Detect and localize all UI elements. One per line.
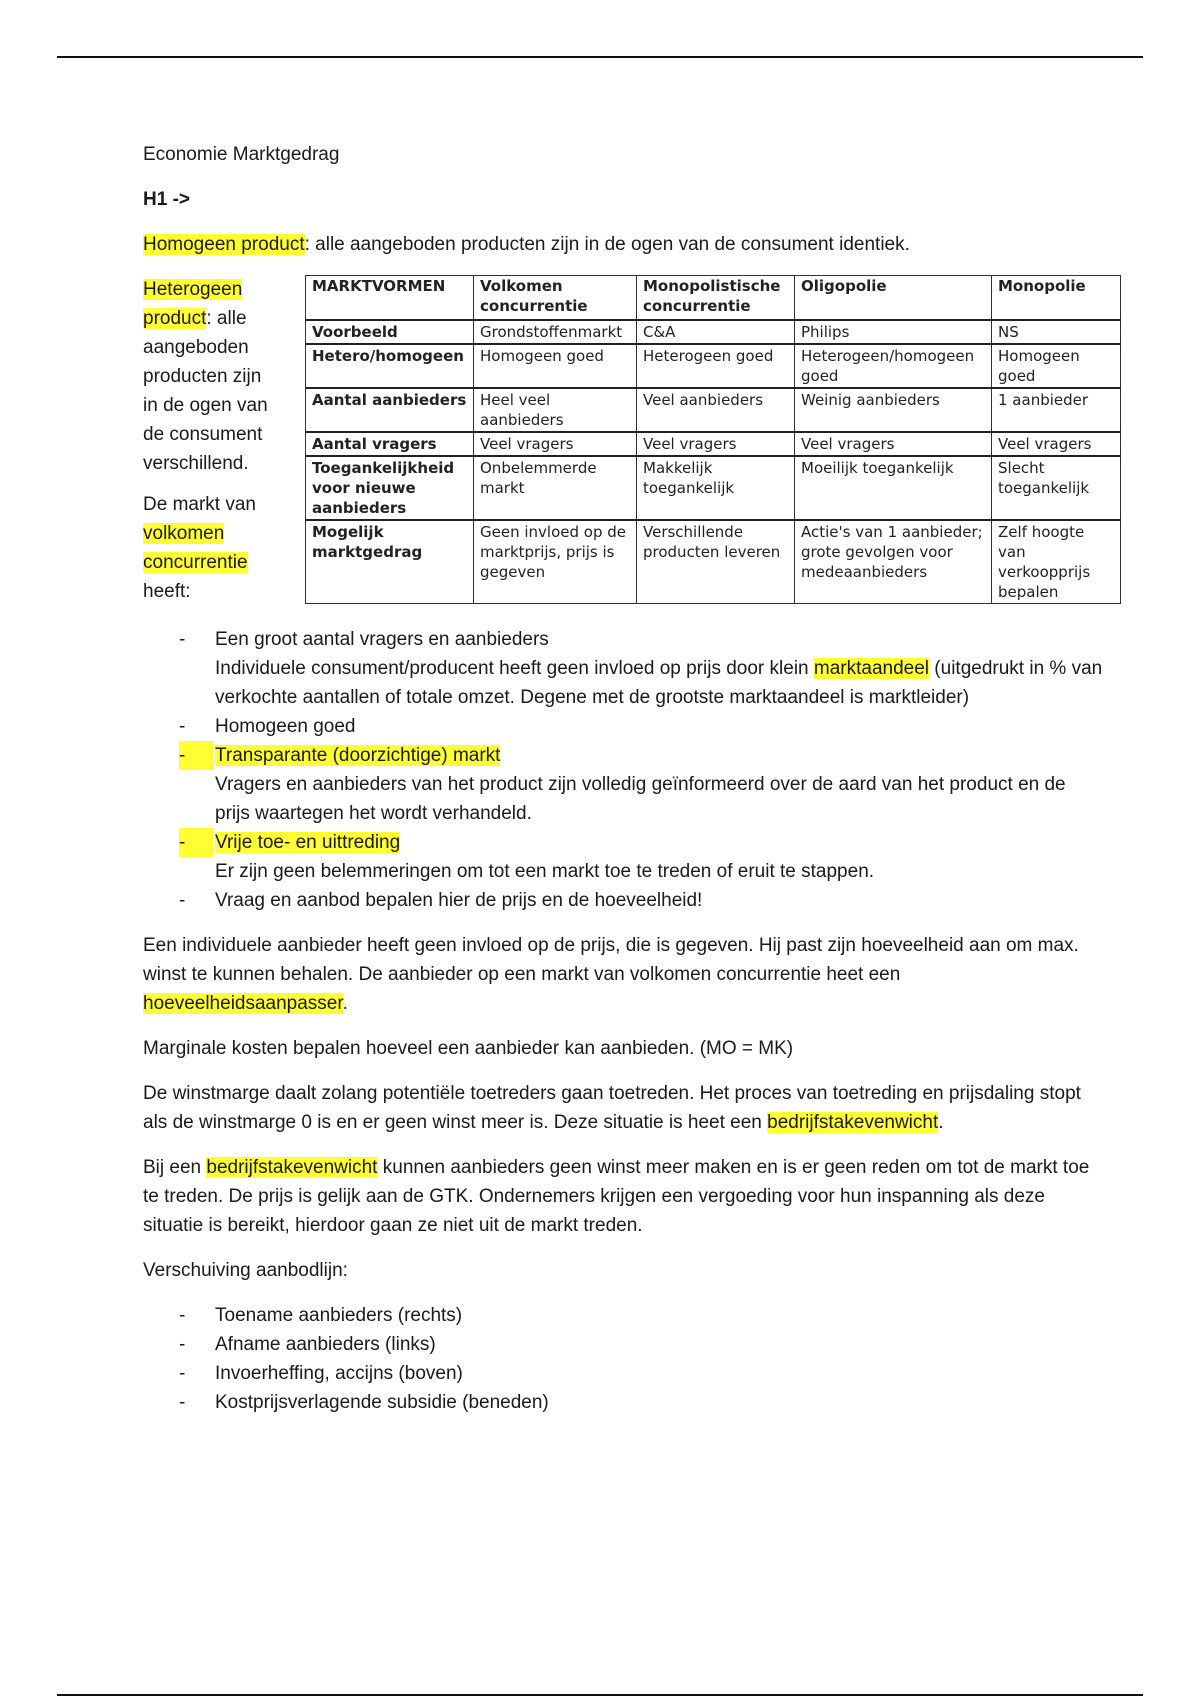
bullet-dash: - [179,1392,186,1413]
markt-intro: De markt van volkomen concurrentie heeft: [143,494,256,602]
table-cell: 1 aanbieder [992,388,1121,432]
highlight-term: volkomen concurrentie [143,523,248,573]
list-item: - Een groot aantal vragers en aanbieders Individuele consument/producent heeft geen invloed op prijs door klein marktaandeel (uitgedrukt in % van verkochte aantallen of totale omzet. Degene met de grootste marktaandeel is marktleider) [143,625,1103,712]
table-section [143,275,1103,615]
table-cell: Onbelemmerde markt [474,456,637,520]
homogeen-definition: Homogeen product: alle aangeboden producten zijn in de ogen van de consument identiek. [143,234,910,255]
table-cell: Veel vragers [992,432,1121,456]
table-header-cell: Volkomen concurrentie [474,276,637,321]
footer-rule [57,1694,1143,1696]
highlight-term: Homogeen product [143,234,305,255]
highlight-term: marktaandeel [813,658,930,679]
table-row [306,388,1121,432]
table-cell: Veel aanbieders [637,388,795,432]
table-cell: Veel vragers [474,432,637,456]
bullet-dash: - [179,629,186,650]
bullet-dash: - [179,1334,186,1355]
document-title: Economie Marktgedrag [143,144,340,165]
table-header-cell: MARKTVORMEN [306,276,474,321]
list-item: - Kostprijsverlagende subsidie (beneden) [143,1388,1103,1417]
list-item: - Afname aanbieders (links) [143,1330,1103,1359]
paragraph-winstmarge: De winstmarge daalt zolang potentiële toetreders gaan toetreden. Het proces van toetreding en prijsdaling stopt als de winstmarge 0 is en er geen winst meer is. Deze situatie is heet een bedrijfstakevenwicht. [143,1083,1081,1133]
list-item: - Homogeen goed [143,712,1103,741]
highlight-term: product [143,308,207,329]
table-cell: Zelf hoogte van verkoopprijs bepalen [992,520,1121,604]
table-row-label: Aantal vragers [306,432,474,456]
side-text [143,275,281,618]
list-item-detail: Individuele consument/producent heeft geen invloed op prijs door klein marktaandeel (uitgedrukt in % van verkochte aantallen of totale omzet. Degene met de grootste marktaandeel is marktleider) [215,658,1103,708]
paragraph-evenwicht: Bij een bedrijfstakevenwicht kunnen aanbieders geen winst meer maken en is er geen reden om tot de markt toe te treden. De prijs is gelijk aan de GTK. Ondernemers krijgen een vergoeding voor hun inspanning als deze situatie is bereikt, hierdoor gaan ze niet uit de markt treden. [143,1157,1090,1236]
kenmerken-list [143,625,1103,915]
table-row [306,456,1121,520]
table-row-label: Voorbeeld [306,320,474,344]
list-item: - Invoerheffing, accijns (boven) [143,1359,1103,1388]
table-header-cell: Monopolistische concurrentie [637,276,795,321]
table-row-label: Toegankelijkheid voor nieuwe aanbieders [306,456,474,520]
highlight-term: hoeveelheidsaanpasser [143,993,343,1014]
table-cell: Heterogeen/homogeen goed [795,344,992,388]
table-row-label: Aantal aanbieders [306,388,474,432]
heterogeen-definition: Heterogeen product: alle aangeboden producten zijn in de ogen van de consument verschillend. [143,279,268,474]
table-header-cell: Monopolie [992,276,1121,321]
verschuiving-title: Verschuiving aanbodlijn: [143,1260,348,1281]
table-cell: Moeilijk toegankelijk [795,456,992,520]
bullet-dash: - [179,716,186,737]
table-cell: Heel veel aanbieders [474,388,637,432]
list-item: - Vraag en aanbod bepalen hier de prijs en de hoeveelheid! [143,886,1103,915]
document-body [143,140,1103,1433]
section-heading: H1 -> [143,189,190,210]
table-cell: Philips [795,320,992,344]
highlight-term: Heterogeen [143,279,243,300]
table-cell: Grondstoffenmarkt [474,320,637,344]
table-cell: Veel vragers [795,432,992,456]
list-item-detail: Vragers en aanbieders van het product zijn volledig geïnformeerd over de aard van het product en de prijs waartegen het wordt verhandeld. [215,774,1066,824]
bullet-dash: - [179,890,186,911]
table-cell: NS [992,320,1121,344]
bullet-dash: - [179,1305,186,1326]
table-row [306,432,1121,456]
verschuiving-list [143,1301,1103,1417]
table-cell: Veel vragers [637,432,795,456]
table-cell: Weinig aanbieders [795,388,992,432]
table-cell: Heterogeen goed [637,344,795,388]
table-cell: Geen invloed op de marktprijs, prijs is gegeven [474,520,637,604]
highlight-term: bedrijfstakevenwicht [767,1112,939,1133]
table-cell: Slecht toegankelijk [992,456,1121,520]
table-row [306,320,1121,344]
table-cell: Homogeen goed [992,344,1121,388]
list-item-detail: Er zijn geen belemmeringen om tot een markt toe te treden of eruit te stappen. [215,861,875,882]
highlight-term: Transparante (doorzichtige) markt [215,745,501,766]
table-row-label: Mogelijk marktgedrag [306,520,474,604]
highlight-term: bedrijfstakevenwicht [206,1157,378,1178]
table-row [306,344,1121,388]
header-rule [57,56,1143,58]
list-item: - Toename aanbieders (rechts) [143,1301,1103,1330]
bullet-dash: - [179,828,213,857]
marktvormen-table [305,275,1121,604]
table-header-row [306,276,1121,321]
list-item [143,828,1103,886]
table-cell: C&A [637,320,795,344]
table-cell: Homogeen goed [474,344,637,388]
paragraph-marginale-kosten: Marginale kosten bepalen hoeveel een aanbieder kan aanbieden. (MO = MK) [143,1038,794,1059]
table-row-label: Hetero/homogeen [306,344,474,388]
table-cell: Makkelijk toegankelijk [637,456,795,520]
list-item [143,741,1103,828]
bullet-dash: - [179,1363,186,1384]
paragraph-aanbieder: Een individuele aanbieder heeft geen invloed op de prijs, die is gegeven. Hij past zijn hoeveelheid aan om max. winst te kunnen behalen. De aanbieder op een markt van volkomen concurrentie heet een hoeveelheidsaanpasser. [143,935,1079,1014]
bullet-dash: - [179,741,213,770]
highlight-term: Vrije toe- en uittreding [215,832,401,853]
table-cell: Verschillende producten leveren [637,520,795,604]
table-cell: Actie's van 1 aanbieder; grote gevolgen voor medeaanbieders [795,520,992,604]
table-header-cell: Oligopolie [795,276,992,321]
table-row [306,520,1121,604]
